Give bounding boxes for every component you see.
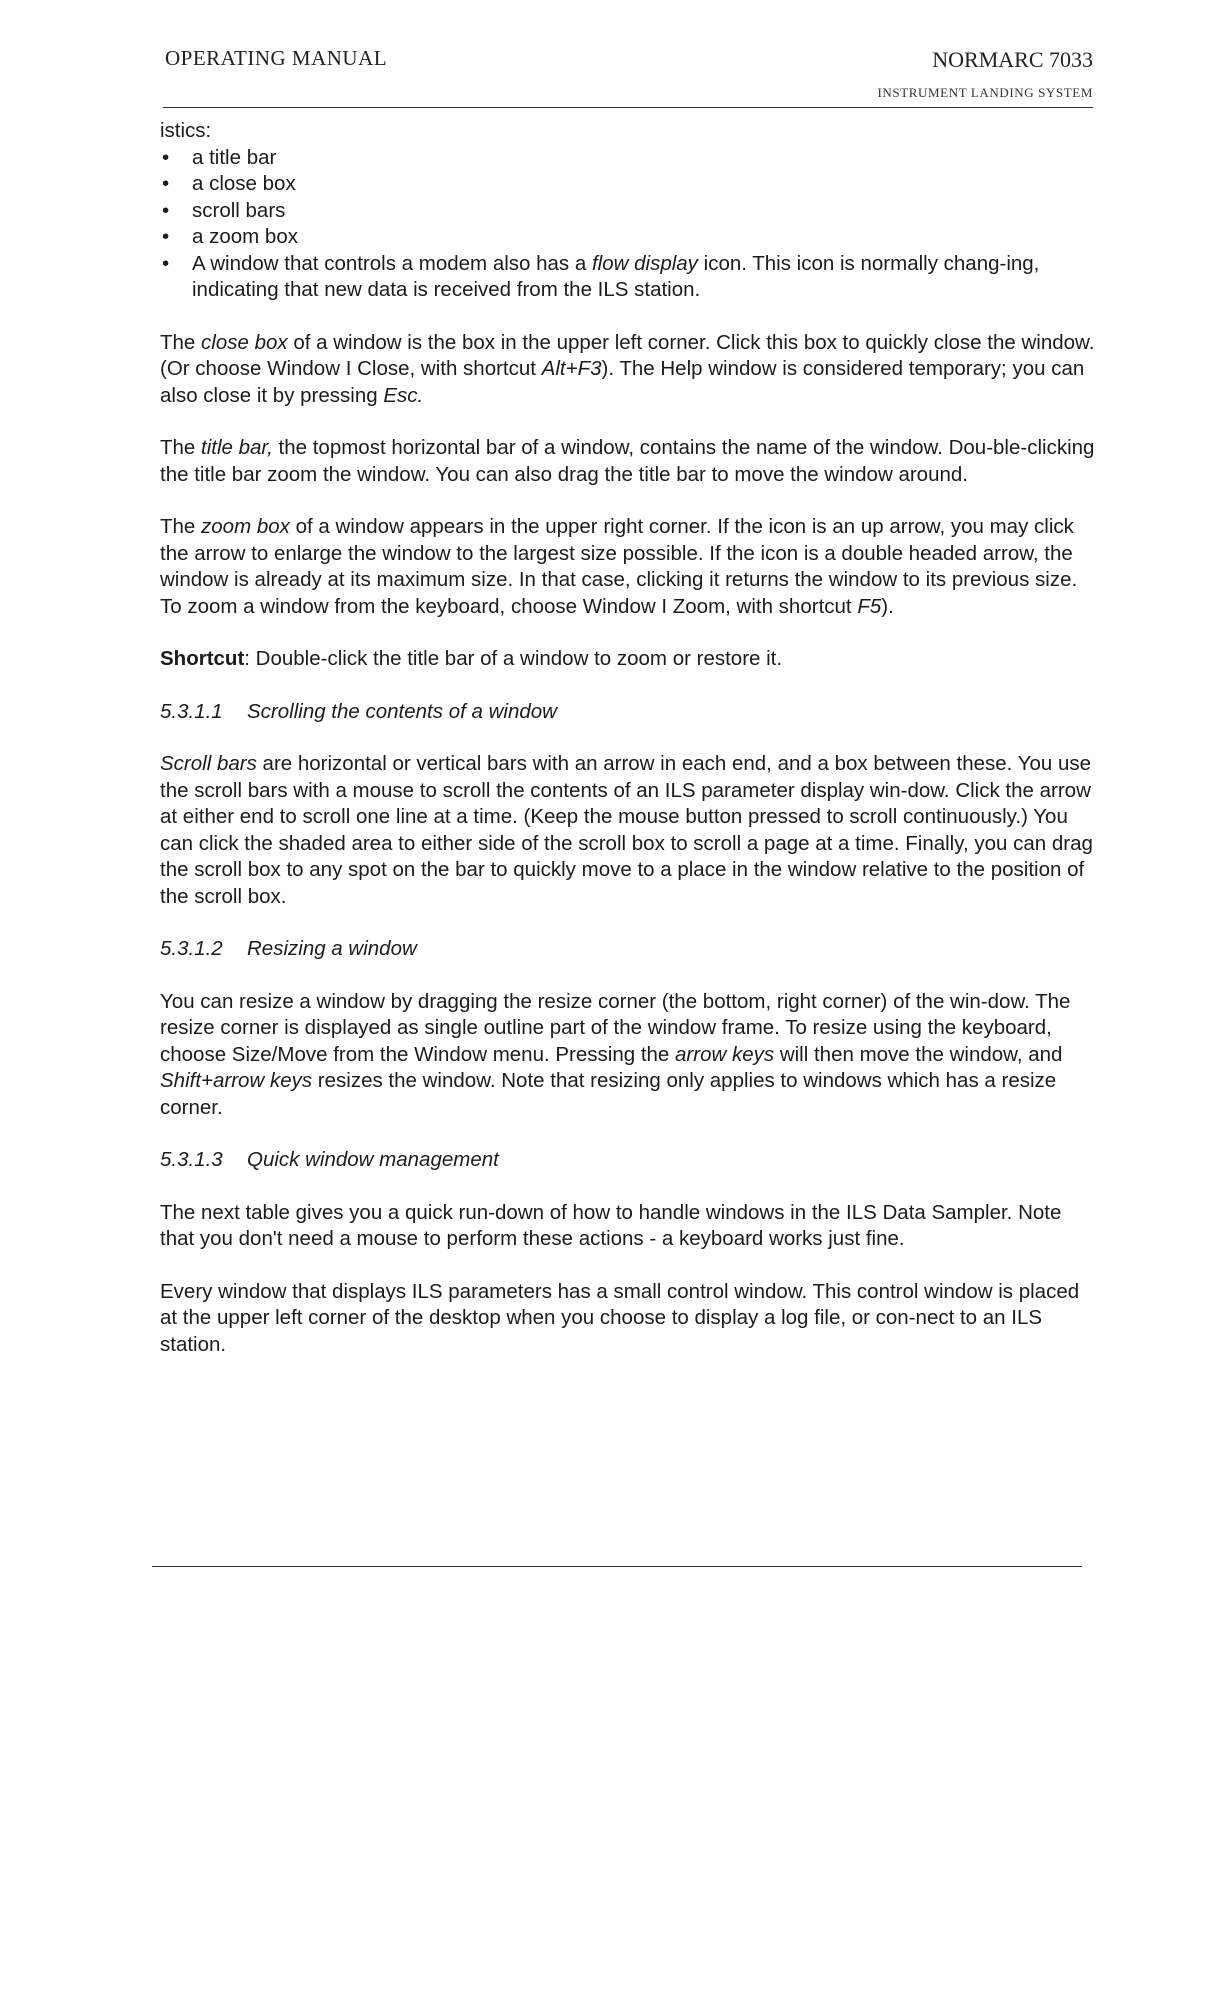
document-body — [160, 118, 1095, 1358]
paragraph-table-intro: The next table gives you a quick run-down of how to handle windows in the ILS Data Sampler. Note that you don't need a mouse to perform these actions - a keyboard works just fine. — [160, 1200, 1062, 1250]
bullet-icon: • — [162, 172, 170, 195]
header-manual-title: OPERATING MANUAL — [165, 46, 388, 70]
bullet-icon: • — [162, 251, 170, 275]
list-item: • a title bar — [160, 145, 1095, 172]
footer-divider — [152, 1566, 1082, 1567]
paragraph-control-window: Every window that displays ILS parameters has a small control window. This control window is placed at the upper left corner of the desktop when you choose to display a log file, or con-nect to an ILS station. — [160, 1279, 1080, 1356]
intro-line: istics: — [160, 119, 212, 142]
section-heading-quick-management: 5.3.1.3 Quick window management — [160, 1148, 499, 1171]
paragraph-shortcut: Shortcut: Double-click the title bar of a window to zoom or restore it. — [160, 647, 783, 670]
paragraph-resize: You can resize a window by dragging the resize corner (the bottom, right corner) of the win-dow. The resize corner is displayed as single outline part of the window frame. To resize using the keyboard, choose Size/Move from the Window menu. Pressing the arrow keys will then move the window, and Shift+arrow keys resizes the window. Note that resizing only applies to windows which has a resize corner. — [160, 989, 1071, 1119]
list-item: • a close box — [160, 171, 1095, 198]
bullet-icon: • — [162, 198, 170, 222]
paragraph-scroll-bars: Scroll bars are horizontal or vertical bars with an arrow in each end, and a box between these. You use the scroll bars with a mouse to scroll the contents of an ILS parameter display win-dow. Click the arrow at either end to scroll one line at a time. (Keep the mouse button pressed to scroll continuously.) You can click the shaded area to either side of the scroll box to scroll a page at a time. Finally, you can drag the scroll box to any spot on the bar to quickly move to a place in the window relative to the position of the scroll box. — [160, 752, 1093, 908]
paragraph-zoom-box: The zoom box of a window appears in the upper right corner. If the icon is an up arrow, you may click the arrow to enlarge the window to the largest size possible. If the icon is a double headed arrow, the window is already at its maximum size. In that case, clicking it returns the window to its previous size. To zoom a window from the keyboard, choose Window I Zoom, with shortcut F5). — [160, 515, 1078, 618]
bullet-icon: • — [162, 225, 170, 248]
list-item: • A window that controls a modem also has a flow display icon. This icon is normally chang-ing, indicating that new data is received from the ILS station. — [162, 251, 1040, 301]
feature-list — [160, 145, 1095, 304]
section-heading-resizing: 5.3.1.2 Resizing a window — [160, 937, 417, 960]
header-product-subtitle: INSTRUMENT LANDING SYSTEM — [877, 85, 1093, 100]
header-divider — [163, 107, 1093, 108]
header-product-name: NORMARC 7033 — [932, 47, 1093, 72]
paragraph-title-bar: The title bar, the topmost horizontal bar of a window, contains the name of the window. Dou-ble-clicking the title bar zoom the window. You can also drag the title bar to move the window around. — [160, 436, 1095, 486]
list-item: • scroll bars — [160, 198, 1095, 225]
paragraph-close-box: The close box of a window is the box in the upper left corner. Click this box to quickly close the window. (Or choose Window I Close, with shortcut Alt+F3). The Help window is considered temporary; you can also close it by pressing Esc. — [160, 330, 1095, 407]
bullet-icon: • — [162, 145, 170, 169]
section-heading-scrolling: 5.3.1.1 Scrolling the contents of a window — [160, 699, 557, 723]
list-item: • a zoom box — [160, 224, 1095, 251]
